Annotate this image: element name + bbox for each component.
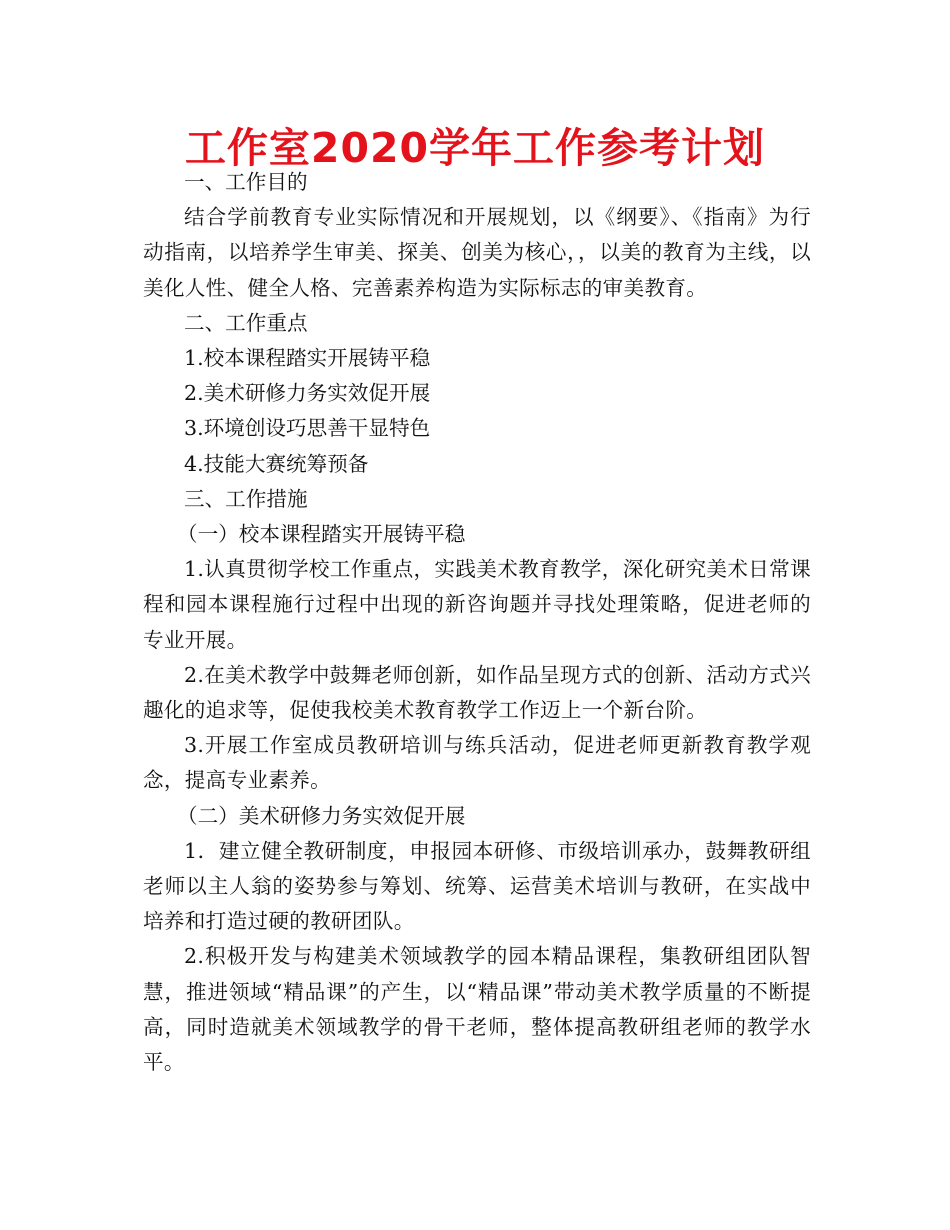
- focus-item: 3.环境创设巧思善干显特色: [184, 416, 431, 441]
- curriculum-paragraph: 2.在美术教学中鼓舞老师创新，如作品呈现方式的创新、活动方式兴趣化的追求等，促使我校美术教育教学工作迈上一个新台阶。: [143, 662, 811, 723]
- section-heading-focus: 二、工作重点: [184, 310, 308, 335]
- focus-item: 4.技能大赛统筹预备: [184, 451, 369, 476]
- purpose-paragraph: 结合学前教育专业实际情况和开展规划，以《纲要》、《指南》为行动指南，以培养学生审美、探美、创美为核心，，以美的教育为主线，以美化人性、健全人格、完善素养构造为实际标志的审美教育。: [143, 205, 811, 300]
- subsection-heading-curriculum: （一）校本课程踏实开展铸平稳: [177, 522, 466, 547]
- focus-item: 1.校本课程踏实开展铸平稳: [184, 346, 431, 371]
- research-paragraph: 2.积极开发与构建美术领域教学的园本精品课程，集教研组团队智慧，推进领域“精品课”的产生，以“精品课”带动美术教学质量的不断提高，同时造就美术领域教学的骨干老师，整体提高教研组老师的教学水平。: [143, 944, 811, 1075]
- document-body: [143, 165, 811, 1080]
- curriculum-paragraph: 1.认真贯彻学校工作重点，实践美术教育教学，深化研究美术日常课程和园本课程施行过程中出现的新咨询题并寻找处理策略，促进老师的专业开展。: [143, 557, 811, 652]
- page-title: 工作室2020学年工作参考计划: [184, 124, 766, 172]
- research-paragraph: 1．建立健全教研制度，申报园本研修、市级培训承办，鼓舞教研组老师以主人翁的姿势参与筹划、统筹、运营美术培训与教研，在实战中培养和打造过硬的教研团队。: [143, 838, 811, 934]
- curriculum-paragraph: 3.开展工作室成员教研培训与练兵活动，促进老师更新教育教学观念，提高专业素养。: [143, 733, 811, 793]
- section-heading-purpose: 一、工作目的: [184, 170, 308, 194]
- focus-item: 2.美术研修力务实效促开展: [184, 381, 431, 406]
- section-heading-measures: 三、工作措施: [184, 486, 308, 511]
- subsection-heading-research: （二）美术研修力务实效促开展: [177, 803, 466, 828]
